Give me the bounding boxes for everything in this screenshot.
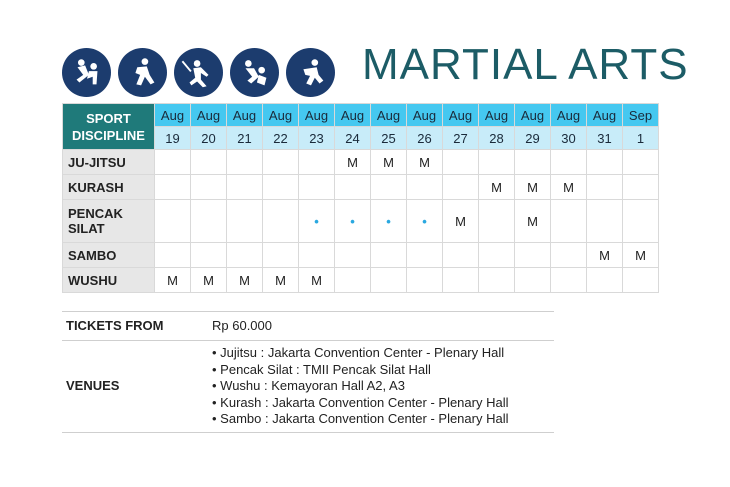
schedule-cell	[227, 200, 263, 243]
medal-event-mark: M	[191, 268, 227, 293]
day-header: 26	[407, 127, 443, 150]
month-header: Sep	[623, 104, 659, 127]
pencak-silat-pictogram-icon	[174, 48, 223, 97]
month-header: Aug	[479, 104, 515, 127]
day-header: 1	[623, 127, 659, 150]
schedule-cell	[371, 243, 407, 268]
day-header: 28	[479, 127, 515, 150]
tickets-price: Rp 60.000	[212, 318, 272, 333]
schedule-cell	[479, 243, 515, 268]
month-header: Aug	[299, 104, 335, 127]
month-header: Aug	[515, 104, 551, 127]
medal-event-mark: M	[263, 268, 299, 293]
medal-event-mark: M	[155, 268, 191, 293]
schedule-cell	[515, 268, 551, 293]
medal-event-mark: M	[299, 268, 335, 293]
schedule-cell	[551, 200, 587, 243]
month-header: Aug	[371, 104, 407, 127]
schedule-cell	[191, 175, 227, 200]
medal-event-mark: M	[479, 175, 515, 200]
schedule-cell	[155, 243, 191, 268]
venue-item: • Wushu : Kemayoran Hall A2, A3	[212, 378, 508, 395]
preliminary-dot: •	[371, 200, 407, 243]
schedule-cell	[443, 268, 479, 293]
schedule-table	[62, 103, 659, 293]
medal-event-mark: M	[443, 200, 479, 243]
month-header: Aug	[443, 104, 479, 127]
medal-event-mark: M	[335, 150, 371, 175]
schedule-cell	[623, 200, 659, 243]
schedule-cell	[479, 200, 515, 243]
schedule-cell	[263, 150, 299, 175]
month-header: Aug	[263, 104, 299, 127]
schedule-cell	[371, 175, 407, 200]
day-header: 29	[515, 127, 551, 150]
schedule-cell	[551, 243, 587, 268]
day-header: 30	[551, 127, 587, 150]
day-header: 22	[263, 127, 299, 150]
schedule-row	[63, 175, 659, 200]
sport-name: KURASH	[63, 175, 155, 200]
header-label-line1: SPORT	[86, 110, 131, 126]
kurash-pictogram-icon	[118, 48, 167, 97]
tickets-label: TICKETS FROM	[66, 318, 164, 333]
schedule-cell	[263, 175, 299, 200]
sport-name: JU-JITSU	[63, 150, 155, 175]
month-header: Aug	[587, 104, 623, 127]
schedule-cell	[587, 150, 623, 175]
preliminary-dot: •	[335, 200, 371, 243]
schedule-cell	[191, 150, 227, 175]
schedule-cell	[623, 175, 659, 200]
schedule-cell	[443, 150, 479, 175]
day-header: 31	[587, 127, 623, 150]
schedule-cell	[191, 243, 227, 268]
schedule-cell	[551, 268, 587, 293]
schedule-cell	[155, 150, 191, 175]
month-header: Aug	[227, 104, 263, 127]
month-header: Aug	[551, 104, 587, 127]
schedule-cell	[515, 243, 551, 268]
schedule-cell	[551, 150, 587, 175]
venue-item: • Kurash : Jakarta Convention Center - Plenary Hall	[212, 395, 508, 412]
jujitsu-pictogram-icon	[62, 48, 111, 97]
schedule-cell	[227, 150, 263, 175]
schedule-cell	[443, 175, 479, 200]
schedule-cell	[479, 150, 515, 175]
schedule-cell	[299, 175, 335, 200]
sport-name: SAMBO	[63, 243, 155, 268]
medal-event-mark: M	[227, 268, 263, 293]
wushu-pictogram-icon	[286, 48, 335, 97]
medal-event-mark: M	[371, 150, 407, 175]
day-header: 23	[299, 127, 335, 150]
schedule-row	[63, 268, 659, 293]
schedule-cell	[335, 243, 371, 268]
header-label-line2: DISCIPLINE	[72, 127, 145, 143]
venue-item: • Jujitsu : Jakarta Convention Center - Plenary Hall	[212, 345, 508, 362]
day-header: 20	[191, 127, 227, 150]
day-header: 19	[155, 127, 191, 150]
schedule-cell	[227, 175, 263, 200]
medal-event-mark: M	[587, 243, 623, 268]
medal-event-mark: M	[515, 200, 551, 243]
day-header: 24	[335, 127, 371, 150]
schedule-body	[63, 150, 659, 293]
schedule-cell	[335, 268, 371, 293]
schedule-cell	[623, 150, 659, 175]
day-header: 21	[227, 127, 263, 150]
schedule-cell	[443, 243, 479, 268]
venue-item: • Pencak Silat : TMII Pencak Silat Hall	[212, 362, 508, 379]
schedule-cell	[587, 200, 623, 243]
schedule-cell	[335, 175, 371, 200]
schedule-row	[63, 150, 659, 175]
sport-name: WUSHU	[63, 268, 155, 293]
venues-label: VENUES	[66, 377, 120, 393]
schedule-cell	[299, 243, 335, 268]
schedule-cell	[371, 268, 407, 293]
schedule-row	[63, 243, 659, 268]
medal-event-mark: M	[515, 175, 551, 200]
venue-list	[212, 343, 508, 430]
schedule-cell	[191, 200, 227, 243]
preliminary-dot: •	[407, 200, 443, 243]
schedule-cell	[623, 268, 659, 293]
info-section	[62, 311, 554, 433]
page-title: MARTIAL ARTS	[362, 40, 689, 89]
schedule-cell	[479, 268, 515, 293]
schedule-cell	[263, 200, 299, 243]
schedule-cell	[227, 243, 263, 268]
schedule-cell	[299, 150, 335, 175]
schedule-row	[63, 200, 659, 243]
schedule-cell	[407, 268, 443, 293]
sport-name: PENCAK SILAT	[63, 200, 155, 243]
schedule-cell	[587, 268, 623, 293]
sport-icons-row	[62, 48, 335, 97]
month-header: Aug	[191, 104, 227, 127]
sambo-pictogram-icon	[230, 48, 279, 97]
preliminary-dot: •	[299, 200, 335, 243]
schedule-cell	[407, 175, 443, 200]
day-header: 25	[371, 127, 407, 150]
schedule-cell	[155, 175, 191, 200]
tickets-row	[62, 311, 554, 341]
medal-event-mark: M	[407, 150, 443, 175]
schedule-cell	[155, 200, 191, 243]
venue-item: • Sambo : Jakarta Convention Center - Plenary Hall	[212, 411, 508, 428]
schedule-cell	[263, 243, 299, 268]
medal-event-mark: M	[623, 243, 659, 268]
schedule-cell	[587, 175, 623, 200]
month-header: Aug	[155, 104, 191, 127]
venues-row	[62, 341, 554, 433]
day-header: 27	[443, 127, 479, 150]
sport-discipline-header	[63, 104, 155, 150]
schedule-cell	[407, 243, 443, 268]
medal-event-mark: M	[551, 175, 587, 200]
schedule-cell	[515, 150, 551, 175]
month-header: Aug	[407, 104, 443, 127]
month-header: Aug	[335, 104, 371, 127]
